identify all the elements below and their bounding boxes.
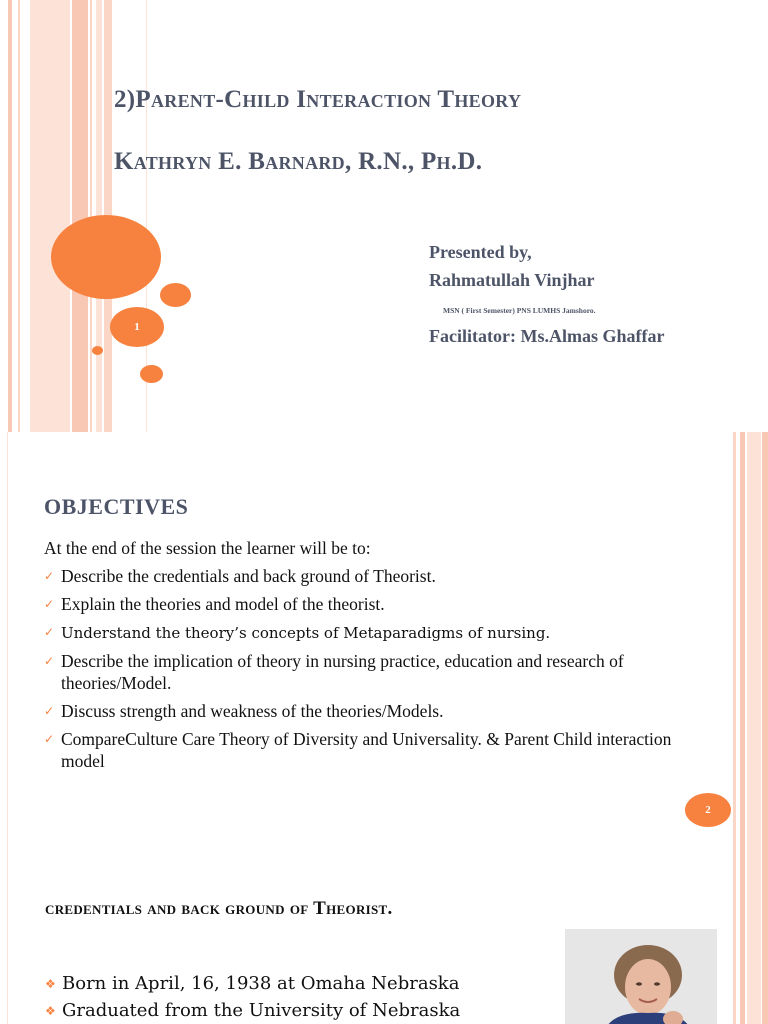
checkmark-icon: ✓ xyxy=(44,704,55,718)
checkmark-icon: ✓ xyxy=(44,597,55,611)
slide-2 xyxy=(0,432,768,866)
checkmark-icon: ✓ xyxy=(44,625,55,639)
decorative-circle xyxy=(160,283,191,307)
stripe-decoration xyxy=(747,432,761,866)
checkmark-icon: ✓ xyxy=(44,732,55,746)
stripe-decoration xyxy=(747,866,761,1024)
list-item: ✓ Describe the implication of theory in nursing practice, education and research of theories/Model. xyxy=(44,651,624,693)
presented-by-label: Presented by, xyxy=(429,242,532,262)
objectives-intro: At the end of the session the learner will be to: xyxy=(44,538,371,558)
slide-3 xyxy=(0,866,768,1024)
slide-1 xyxy=(0,0,768,432)
slide-title: 2)Parent-Child Interaction Theory xyxy=(114,86,522,113)
stripe-decoration xyxy=(72,0,88,432)
decorative-circle xyxy=(140,365,163,383)
stripe-decoration xyxy=(740,866,745,1024)
page-number: 1 xyxy=(134,321,140,333)
stripe-decoration xyxy=(8,0,12,432)
portrait-photo-icon xyxy=(565,929,717,1024)
page-number: 2 xyxy=(705,804,711,816)
page-number-badge xyxy=(685,793,731,827)
facilitator-label: Facilitator: Ms.Almas Ghaffar xyxy=(429,326,665,346)
presenter-name: Rahmatullah Vinjhar xyxy=(429,270,595,290)
stripe-decoration xyxy=(733,866,736,1024)
slide-subtitle: Kathryn E. Barnard, R.N., Ph.D. xyxy=(114,148,483,175)
credentials-list xyxy=(45,970,460,1024)
page-number-badge xyxy=(110,307,164,347)
diamond-bullet-icon: ❖ xyxy=(45,977,56,991)
stripe-decoration xyxy=(733,432,736,866)
stripe-decoration xyxy=(762,432,768,866)
list-item: ✓ Discuss strength and weakness of the theories/Models. xyxy=(44,701,444,721)
stripe-decoration xyxy=(740,432,745,866)
list-item: ✓ Explain the theories and model of the theorist. xyxy=(44,594,385,614)
decorative-circle xyxy=(51,215,161,299)
stripe-decoration xyxy=(7,866,8,1024)
stripe-decoration xyxy=(18,0,20,432)
diamond-bullet-icon: ❖ xyxy=(45,1004,56,1018)
decorative-circle xyxy=(92,346,103,355)
list-item: ✓ Describe the credentials and back ground of Theorist. xyxy=(44,566,436,586)
stripe-decoration xyxy=(762,866,768,1024)
checkmark-icon: ✓ xyxy=(44,569,55,583)
list-item: ✓ CompareCulture Care Theory of Diversity and Universality. & Parent Child interaction model xyxy=(44,729,672,771)
theorist-portrait-photo xyxy=(565,929,717,1024)
checkmark-icon: ✓ xyxy=(44,654,55,668)
stripe-decoration xyxy=(7,432,8,866)
stripe-decoration xyxy=(30,0,70,432)
presenter-detail: MSN ( First Semester) PNS LUMHS Jamshoro. xyxy=(443,306,596,315)
list-item: ✓ Understand the theory’s concepts of Metaparadigms of nursing. xyxy=(44,621,684,644)
list-item: ❖ Graduated from the University of Nebraska xyxy=(45,997,460,1024)
objectives-list xyxy=(44,565,684,778)
credentials-heading: credentials and back ground of Theorist. xyxy=(45,898,393,919)
list-item: ❖ Born in April, 16, 1938 at Omaha Nebraska xyxy=(45,970,460,997)
objectives-heading: OBJECTIVES xyxy=(44,494,189,519)
